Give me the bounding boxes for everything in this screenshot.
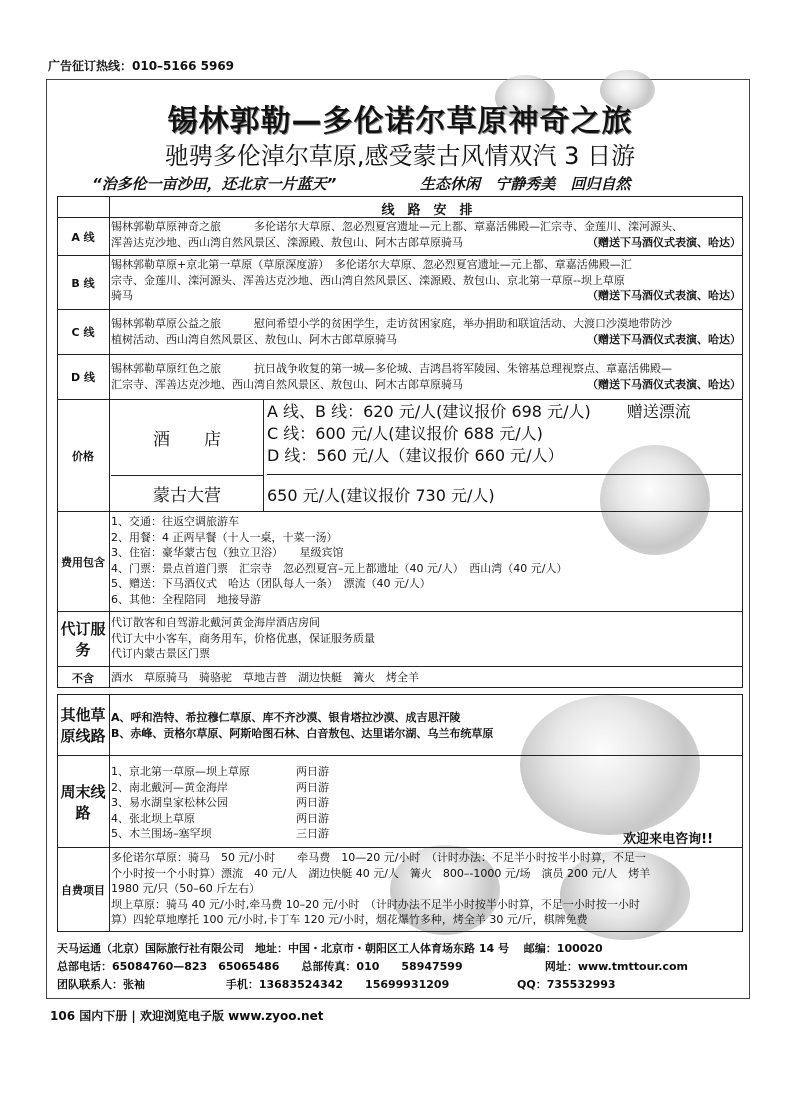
self-pay-line: 个小时按一个小时算）漂流 40 元/人 湖边快艇 40 元/人 篝火 800–-1000 元/场 演员 200 元/人 烤羊 <box>111 866 651 880</box>
agency-item: 代订散客和自驾游北戴河黄金海岸酒店房间 <box>111 616 320 629</box>
tag: 回归自然 <box>570 175 631 193</box>
weekend-item: 4、张北坝上草原 <box>111 811 195 825</box>
price-row <box>57 400 743 512</box>
agency-item: 代订大中小客车，商务用车，价格优惠，保证服务质量 <box>111 631 375 645</box>
weekend-item: 3、易水湖皇家松林公园 <box>111 796 228 809</box>
agency-row <box>57 612 743 667</box>
fees-label: 费用包含 <box>57 512 110 611</box>
company-mobile: 手机：13683524342 15699931209 <box>225 978 450 991</box>
feature-tags <box>420 173 641 194</box>
camp-label: 蒙古大营 <box>111 476 264 511</box>
weekend-item: 1、京北第一草原—坝上草原 <box>111 765 250 778</box>
route-text: 锡林郭勒草原神奇之旅 多伦诺尔大草原、忽必烈夏宫遗址—元上都、章嘉活佛殿—汇宗寺、金莲川、滦河源头、 <box>111 220 683 233</box>
route-row-a <box>57 218 743 256</box>
route-label: A 线 <box>57 218 110 255</box>
weekend-item: 2、南北戴河—黄金海岸 <box>111 780 228 794</box>
hotel-prices <box>267 401 691 467</box>
route-label: D 线 <box>57 355 110 399</box>
route-gift: （赠送下马酒仪式表演、哈达） <box>587 377 741 391</box>
weekend-row <box>57 756 743 848</box>
route-text: 锡林郭勒草原+京北第一草原（草原深度游） 多伦诺尔大草原、忽必烈夏宫遗址—元上都、章嘉活佛殿—汇 <box>111 258 632 271</box>
self-pay-row <box>57 848 743 932</box>
route-header: 线 路 安 排 <box>381 203 473 218</box>
fee-item: 4、门票：景点首道门票 汇宗寺 忽必烈夏宫–元上都遗址（40 元/人） 西山湾（40 元/人） <box>111 561 568 575</box>
excluded-row <box>57 667 743 688</box>
self-pay-label: 自费项目 <box>57 848 110 932</box>
company-website: 网址：www.tmttour.com <box>544 960 688 973</box>
agency-item: 代订内蒙古景区门票 <box>111 647 210 660</box>
route-header-row <box>57 196 743 218</box>
camp-price: 650 元/人(建议报价 730 元/人) <box>267 474 741 506</box>
company-qq: QQ：735532993 <box>517 978 616 991</box>
route-gift: （赠送下马酒仪式表演、哈达） <box>587 289 741 302</box>
tag: 宁静秀美 <box>495 175 556 193</box>
self-pay-line: 算）四轮草地摩托 100 元/小时,卡丁车 120 元/小时，烟花爆竹多种，烤全羊 30 元/斤，棋牌免费 <box>111 913 588 926</box>
company-name: 天马运通（北京）国际旅行社有限公司 地址：中国・北京市・朝阳区工人体育场东路 14 号 邮编：100020 <box>57 942 603 955</box>
page-subtitle: 驰骋多伦淖尔草原,感受蒙古风情双汽 3 日游 <box>164 142 636 170</box>
fee-item: 5、赠送：下马酒仪式 哈达（团队每人一条） 漂流（40 元/人） <box>111 577 431 590</box>
fee-item: 2、用餐：4 正两早餐（十人一桌，十菜一汤） <box>111 530 338 544</box>
price-label: 价格 <box>57 400 110 511</box>
self-pay-line: 多伦诺尔草原：骑马 50 元/小时 牵马费 10—20 元/小时 （计时办法：不足半小时按半小时算，不足一 <box>111 851 646 864</box>
route-gift: （赠送下马酒仪式表演、哈达） <box>587 332 741 346</box>
weekend-days: 两日游 <box>296 796 329 809</box>
route-text: 植树活动、西山湾自然风景区、敖包山、阿木古郎草原骑马 <box>111 332 397 346</box>
hotel-label: 酒 店 <box>111 400 264 476</box>
excluded-label: 不含 <box>57 667 110 688</box>
welcome-text: 欢迎来电咨询!! <box>623 832 713 847</box>
slogan: “治多伦一亩沙田，还北京一片蓝天” <box>92 175 337 193</box>
excluded-text: 酒水 草原骑马 骑骆驼 草地吉普 湖边快艇 篝火 烤全羊 <box>111 671 419 684</box>
other-route-item: A、呼和浩特、希拉穆仁草原、库不齐沙漠、银肯塔拉沙漠、成吉思汗陵 <box>111 711 461 724</box>
self-pay-line: 坝上草原：骑马 40 元/小时,牵马费 10–20 元/小时 （计时办法不足半小时按半小时算，不足一小时按一小时 <box>111 897 640 911</box>
weekend-item: 5、木兰围场–塞罕坝 <box>111 827 212 840</box>
route-gift: （赠送下马酒仪式表演、哈达） <box>587 235 741 249</box>
company-phone-line <box>57 958 743 974</box>
route-row-b <box>57 256 743 310</box>
route-label: B 线 <box>57 256 110 309</box>
route-text: 汇宗寺、浑善达克沙地、西山湾自然风景区、敖包山、阿木古郎草原骑马 <box>111 377 463 391</box>
tag: 生态休闲 <box>420 175 481 193</box>
fee-item: 3、住宿：豪华蒙古包（独立卫浴） 星级宾馆 <box>111 546 344 559</box>
weekend-label: 周末线路 <box>57 756 110 847</box>
route-text: 锡林郭勒草原公益之旅 慰问希望小学的贫困学生，走访贫困家庭，举办捐助和联谊活动、大渡口沙漠地带防沙 <box>111 317 672 330</box>
fees-row <box>57 512 743 612</box>
hotel-price: C 线：600 元/人(建议报价 688 元/人) <box>267 424 543 443</box>
route-row-c <box>57 310 743 355</box>
company-contact-line <box>57 976 743 992</box>
company-contact: 团队联系人：张袖 <box>57 978 145 991</box>
route-row-d <box>57 355 743 400</box>
agency-label: 代订服务 <box>57 612 110 666</box>
company-phone: 总部电话：65084760—823 65065486 总部传真：010 58947599 <box>57 960 463 973</box>
other-route-item: B、赤峰、贡格尔草原、阿斯哈图石林、白音敖包、达里诺尔湖、乌兰布统草原 <box>111 726 494 740</box>
other-routes-row <box>57 694 743 756</box>
route-text: 锡林郭勒草原红色之旅 抗日战争收复的第一城—多伦城、吉鸿昌将军陵园、朱镕基总理视察点、章嘉活佛殿— <box>111 362 672 375</box>
hotel-price: A 线、B 线：620 元/人(建议报价 698 元/人) <box>267 402 591 421</box>
fee-item: 6、其他：全程陪同 地接导游 <box>111 592 261 606</box>
page-footer: 106 国内下册 | 欢迎浏览电子版 www.zyoo.net <box>50 1009 324 1023</box>
route-text: 浑善达克沙地、西山湾自然风景区、滦源殿、敖包山、阿木古郎草原骑马 <box>111 235 463 249</box>
page-title: 锡林郭勒—多伦诺尔草原神奇之旅 <box>167 104 633 139</box>
weekend-days: 两日游 <box>296 780 329 794</box>
route-text: 宗寺、金莲川、滦河源头、浑善达克沙地、西山湾自然风景区、滦源殿、敖包山、京北第一草原--坝上草原 <box>111 273 625 287</box>
fee-item: 1、交通：往返空调旅游车 <box>111 515 239 528</box>
ad-hotline: 广告征订热线：010–5166 5969 <box>48 59 235 73</box>
hotel-gift: 赠送漂流 <box>626 402 691 421</box>
route-text: 骑马 <box>111 289 133 302</box>
weekend-days: 两日游 <box>296 811 329 825</box>
weekend-days: 三日游 <box>296 827 329 840</box>
hotel-price: D 线：560 元/人（建议报价 660 元/人） <box>267 446 564 465</box>
self-pay-line: 1980 元/只（50–60 斤左右） <box>111 882 261 895</box>
other-routes-label: 其他草原线路 <box>57 694 110 755</box>
route-label: C 线 <box>57 310 110 354</box>
weekend-days: 两日游 <box>296 765 329 778</box>
